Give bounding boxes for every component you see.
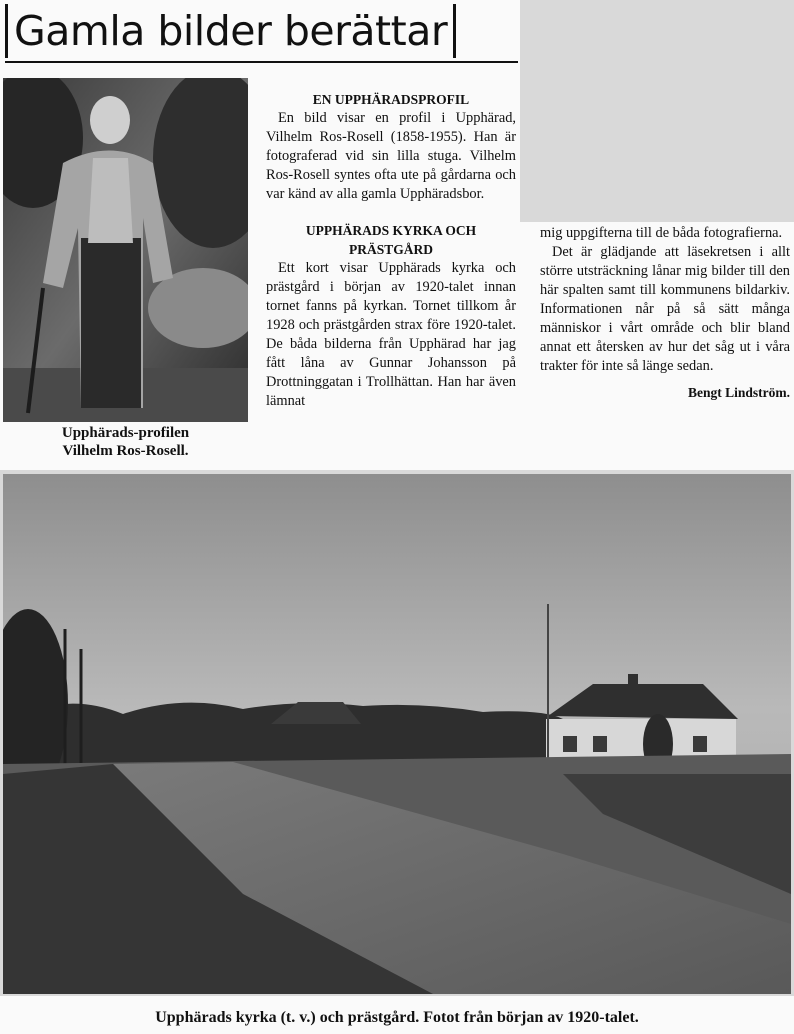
article-column-right [540, 224, 790, 402]
section-heading-church: UPPHÄRADS KYRKA OCH PRÄSTGÅRD [305, 223, 477, 257]
church-rectory-photo [3, 474, 791, 994]
author-signature: Bengt Lindström. [687, 385, 790, 400]
section-body-readers: Det är glädjande att läsekretsen i allt större utsträckning lånar mig bilder till den här spalten samt till kommunens bildarkiv. Informationen når på så sätt många människor i vårt område och blir bland annat ett återsken av hur det såg ut i våra trakter för inte så länge sedan. [540, 244, 790, 374]
portrait-caption-line2: Vilhelm Ros-Rosell. [62, 443, 189, 459]
section-body-continued: mig uppgifterna till de båda fotografierna. [540, 225, 783, 241]
photo-caption: Upphärads kyrka (t. v.) och prästgård. Fotot från början av 1920-talet. [155, 1009, 639, 1026]
article-column-middle [266, 90, 516, 411]
portrait-caption [3, 424, 248, 460]
page-title: Gamla bilder berättar [5, 4, 456, 58]
section-body-church: Ett kort visar Upphärads kyrka och prästgård i början av 1920-talet innan tornet fanns på kyrkan. Tornet tillkom år 1928 och prästgården strax före 1920-talet. De båda bilderna från Upphärad har jag fått låna av Gunnar Johansson på Drottninggatan i Trollhättan. Han har även lämnat [266, 260, 516, 409]
portrait-caption-line1: Upphärads-profilen [61, 425, 190, 441]
section-heading-profile: EN UPPHÄRADSPROFIL [312, 92, 470, 107]
section-body-profile: En bild visar en profil i Upphärad, Vilhelm Ros-Rosell (1858-1955). Han är fotograferad vid sin lilla stuga. Vilhelm Ros-Rosell syntes ofta ute på gårdarna och var känd av alla gamla Upphäradsbor. [266, 110, 516, 202]
headline-divider [5, 61, 518, 63]
portrait-photo [3, 78, 248, 422]
